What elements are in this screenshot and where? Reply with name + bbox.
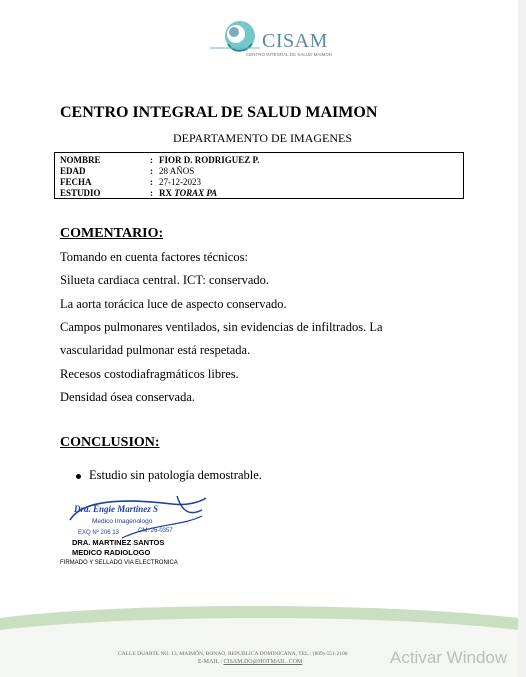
colon: : <box>150 155 153 165</box>
comment-line: Campos pulmonares ventilados, sin evidencias de infiltrados. La <box>60 320 383 334</box>
patient-value: 28 AÑOS <box>159 166 195 176</box>
patient-value: FIOR D. RODRIGUEZ P. <box>159 155 260 165</box>
stamp-name-text: Dra. Engie Martinez S <box>74 504 159 514</box>
comment-line: vascularidad pulmonar está respetada. <box>60 343 251 357</box>
patient-label: ESTUDIO <box>60 188 101 198</box>
footer-address: CALLE DUARTE NO. 13, MAIMÓN, BONAO, REPUBLICA DOMINICANA, TEL.: (809)-551-2106 <box>118 651 348 657</box>
study-name: TORAX PA <box>174 188 218 198</box>
footer-email <box>198 659 302 665</box>
comment-line: Silueta cardiaca central. ICT: conservado. <box>60 273 270 287</box>
signer-title: MEDICO RADIOLOGO <box>72 548 151 557</box>
study-prefix: RX <box>159 188 175 198</box>
organization-title: CENTRO INTEGRAL DE SALUD MAIMON <box>60 104 378 121</box>
patient-label: EDAD <box>60 166 86 176</box>
comment-heading: COMENTARIO: <box>60 226 164 241</box>
logo-subtitle: CENTRO INTEGRAL DE SALUD MAIMON <box>246 52 333 57</box>
signature-note: FIRMADO Y SELLADO VIA ELECTRONICA <box>60 560 178 566</box>
activation-watermark: Activar Window <box>390 648 508 667</box>
signer-name: DRA. MARTINEZ SANTOS <box>72 538 165 547</box>
comment-line: La aorta torácica luce de aspecto conservado. <box>60 297 287 311</box>
email-link[interactable]: CISAM.DO@HOTMAIL .COM <box>223 659 303 665</box>
colon: : <box>150 177 153 187</box>
department-title: DEPARTAMENTO DE IMAGENES <box>173 131 352 145</box>
logo-text: CISAM <box>262 30 328 52</box>
patient-label: NOMBRE <box>60 155 101 165</box>
patient-label: FECHA <box>60 177 92 187</box>
bullet-icon <box>76 474 81 479</box>
conclusion-item: Estudio sin patología demostrable. <box>89 468 262 482</box>
signature-stamp-icon <box>62 494 212 544</box>
patient-info-box <box>54 152 464 199</box>
stamp-exq-text: EXQ Nº 206 13 <box>78 530 119 536</box>
email-prefix: E-MAIL : <box>198 659 224 665</box>
patient-value <box>159 188 217 198</box>
colon: : <box>150 166 153 176</box>
stamp-cm-text: CM: 26-0357 <box>138 528 173 534</box>
comment-line: Densidad ósea conservada. <box>60 390 196 404</box>
patient-value: 27-12-2023 <box>159 177 201 187</box>
comment-line: Recesos costodiafragmáticos libres. <box>60 367 239 381</box>
colon: : <box>150 188 153 198</box>
vertical-scrollbar[interactable] <box>518 0 526 677</box>
stamp-title-text: Medico Imagenologo <box>92 518 153 525</box>
conclusion-heading: CONCLUSION: <box>60 435 160 450</box>
comment-line: Tomando en cuenta factores técnicos: <box>60 250 248 264</box>
